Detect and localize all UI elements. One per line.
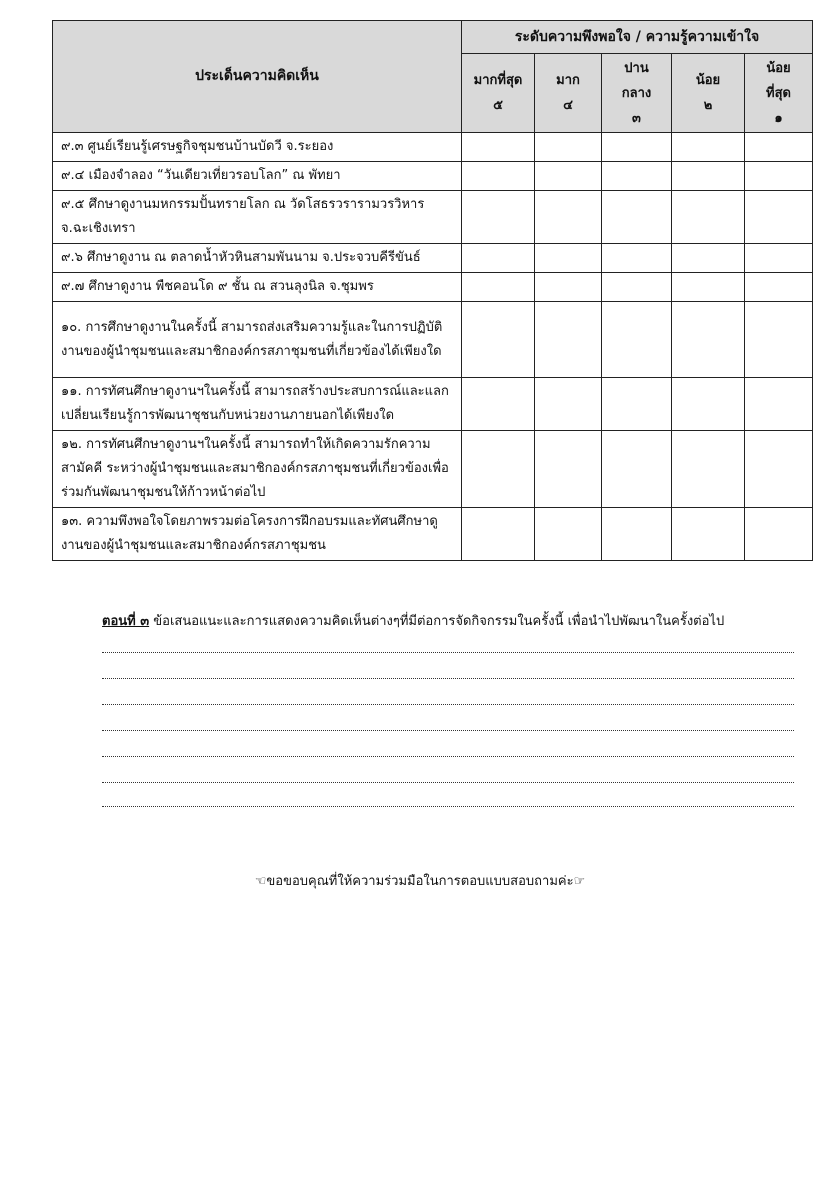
rating-cell-2[interactable] — [672, 378, 745, 431]
table-row — [53, 133, 813, 162]
comment-line[interactable] — [102, 704, 794, 705]
pointing-hand-left-icon: ☜ — [254, 874, 267, 889]
rating-cell-5[interactable] — [462, 508, 535, 561]
rating-cell-2[interactable] — [672, 191, 745, 244]
rating-cell-5[interactable] — [462, 378, 535, 431]
item-text: ๑๒. การทัศนศึกษาดูงานฯในครั้งนี้ สามารถทำให้เกิดความรักความสามัคคี ระหว่างผู้นำชุมชนและสมาชิกองค์กรสภาชุมชนที่เกี่ยวข้องเพื่อร่วมกันพัฒนาชุมชนให้ก้าวหน้าต่อไป — [53, 431, 462, 508]
item-text: ๙.๔ เมืองจำลอง “วันเดียวเที่ยวรอบโลก” ณ พัทยา — [53, 162, 462, 191]
rating-cell-5[interactable] — [462, 133, 535, 162]
issue-column-header: ประเด็นความคิดเห็น — [53, 21, 462, 133]
rating-cell-1[interactable] — [745, 162, 813, 191]
rating-cell-4[interactable] — [535, 508, 602, 561]
rating-cell-1[interactable] — [745, 191, 813, 244]
rating-cell-5[interactable] — [462, 273, 535, 302]
rating-cell-1[interactable] — [745, 508, 813, 561]
pointing-hand-right-icon: ☞ — [573, 874, 586, 889]
comment-line[interactable] — [102, 678, 794, 679]
item-text: ๙.๓ ศูนย์เรียนรู้เศรษฐกิจชุมชนบ้านบัดวี จ.ระยอง — [53, 133, 462, 162]
rating-cell-5[interactable] — [462, 431, 535, 508]
rating-cell-4[interactable] — [535, 191, 602, 244]
rating-cell-4[interactable] — [535, 302, 602, 378]
item-text: ๑๓. ความพึงพอใจโดยภาพรวมต่อโครงการฝึกอบรมและทัศนศึกษาดูงานของผู้นำชุมชนและสมาชิกองค์กรสภาชุมชน — [53, 508, 462, 561]
level-header-1: น้อย ที่สุด ๑ — [745, 54, 813, 133]
rating-cell-1[interactable] — [745, 302, 813, 378]
table-row — [53, 302, 813, 378]
rating-cell-3[interactable] — [602, 378, 672, 431]
comment-line[interactable] — [102, 756, 794, 757]
rating-cell-2[interactable] — [672, 431, 745, 508]
rating-cell-2[interactable] — [672, 133, 745, 162]
part3-heading — [102, 612, 794, 632]
rating-cell-4[interactable] — [535, 431, 602, 508]
rating-cell-3[interactable] — [602, 133, 672, 162]
rating-cell-2[interactable] — [672, 302, 745, 378]
satisfaction-table — [52, 20, 813, 561]
rating-cell-2[interactable] — [672, 273, 745, 302]
rating-cell-2[interactable] — [672, 244, 745, 273]
table-row — [53, 273, 813, 302]
rating-cell-3[interactable] — [602, 273, 672, 302]
table-row — [53, 191, 813, 244]
table-row — [53, 431, 813, 508]
rating-cell-3[interactable] — [602, 508, 672, 561]
item-text: ๙.๗ ศึกษาดูงาน พืชคอนโด ๙ ชั้น ณ สวนลุงนิล จ.ชุมพร — [53, 273, 462, 302]
rating-cell-4[interactable] — [535, 162, 602, 191]
rating-cell-2[interactable] — [672, 162, 745, 191]
level-header-5: มากที่สุด ๕ — [462, 54, 535, 133]
rating-cell-1[interactable] — [745, 431, 813, 508]
part3-title: ตอนที่ ๓ — [102, 614, 150, 629]
rating-cell-3[interactable] — [602, 162, 672, 191]
rating-cell-5[interactable] — [462, 244, 535, 273]
thank-you-text: ขอขอบคุณที่ให้ความร่วมมือในการตอบแบบสอบถามค่ะ — [266, 874, 574, 889]
rating-cell-4[interactable] — [535, 133, 602, 162]
table-row — [53, 508, 813, 561]
table-row — [53, 378, 813, 431]
comment-line[interactable] — [102, 730, 794, 731]
comment-line[interactable] — [102, 652, 794, 653]
rating-cell-5[interactable] — [462, 191, 535, 244]
level-header-2: น้อย ๒ — [672, 54, 745, 133]
rating-cell-4[interactable] — [535, 244, 602, 273]
item-text: ๑๐. การศึกษาดูงานในครั้งนี้ สามารถส่งเสริมความรู้และในการปฏิบัติงานของผู้นำชุมชนและสมาชิกองค์กรสภาชุมชนที่เกี่ยวข้องได้เพียงใด — [53, 302, 462, 378]
rating-cell-1[interactable] — [745, 378, 813, 431]
rating-cell-5[interactable] — [462, 162, 535, 191]
rating-cell-4[interactable] — [535, 378, 602, 431]
part3-instruction: ข้อเสนอแนะและการแสดงความคิดเห็นต่างๆที่มีต่อการจัดกิจกรรมในครั้งนี้ เพื่อนำไปพัฒนาในครั้งต่อไป — [149, 614, 725, 629]
item-text: ๑๑. การทัศนศึกษาดูงานฯในครั้งนี้ สามารถสร้างประสบการณ์และแลกเปลี่ยนเรียนรู้การพัฒนาชุชนกับหน่วยงานภายนอกได้เพียงใด — [53, 378, 462, 431]
rating-cell-4[interactable] — [535, 273, 602, 302]
level-header-4: มาก ๔ — [535, 54, 602, 133]
thank-you-note — [0, 870, 840, 891]
rating-cell-3[interactable] — [602, 302, 672, 378]
rating-cell-3[interactable] — [602, 244, 672, 273]
table-row — [53, 162, 813, 191]
rating-cell-2[interactable] — [672, 508, 745, 561]
rating-cell-1[interactable] — [745, 244, 813, 273]
rating-cell-5[interactable] — [462, 302, 535, 378]
item-text: ๙.๖ ศึกษาดูงาน ณ ตลาดน้ำหัวหินสามพันนาม จ.ประจวบคีรีขันธ์ — [53, 244, 462, 273]
comment-line[interactable] — [102, 806, 794, 807]
level-header-3: ปาน กลาง ๓ — [602, 54, 672, 133]
rating-cell-1[interactable] — [745, 273, 813, 302]
rating-cell-3[interactable] — [602, 431, 672, 508]
table-row — [53, 244, 813, 273]
rating-cell-1[interactable] — [745, 133, 813, 162]
comment-line[interactable] — [102, 782, 794, 783]
level-column-header: ระดับความพึงพอใจ / ความรู้ความเข้าใจ — [462, 21, 813, 54]
rating-cell-3[interactable] — [602, 191, 672, 244]
item-text: ๙.๕ ศึกษาดูงานมหกรรมปั้นทรายโลก ณ วัดโสธรวรารามวรวิหาร จ.ฉะเชิงเทรา — [53, 191, 462, 244]
